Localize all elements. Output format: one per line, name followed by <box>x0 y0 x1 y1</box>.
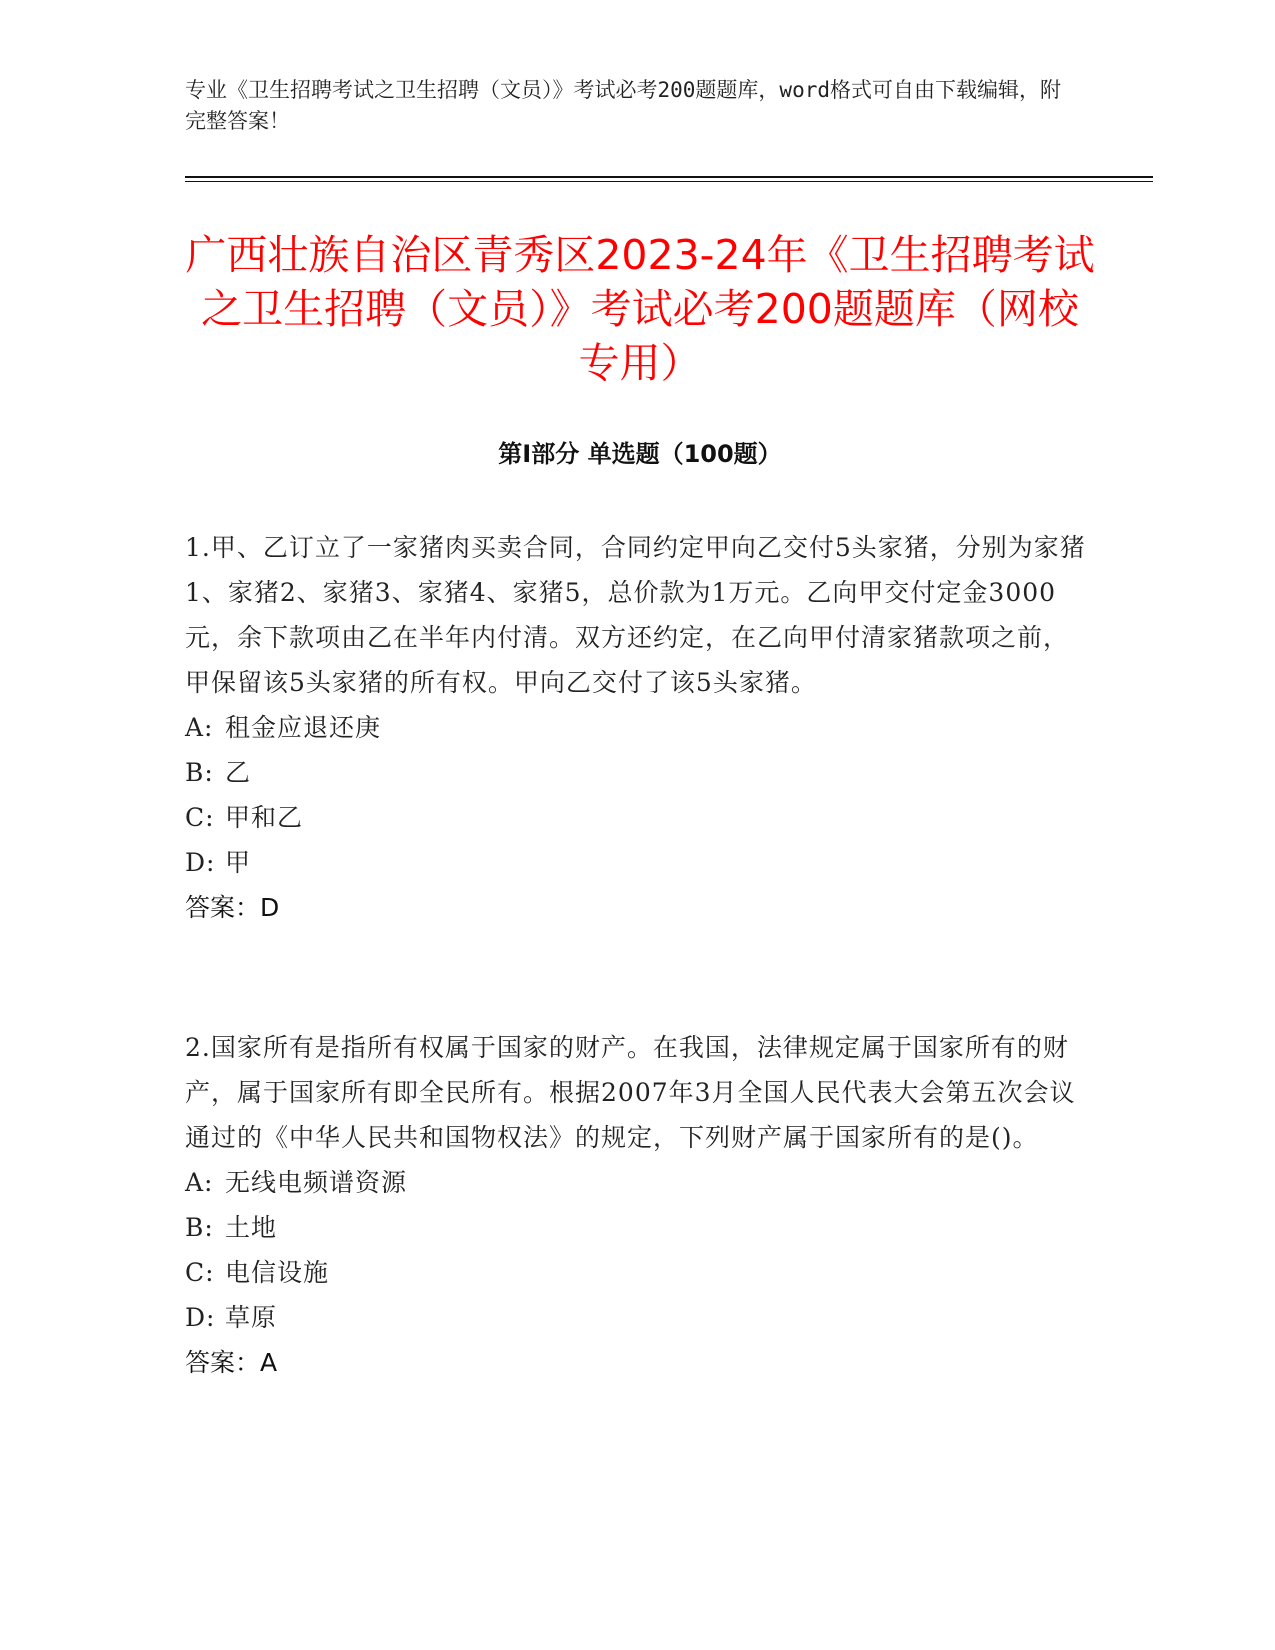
question-stem: 1.甲、乙订立了一家猪肉买卖合同，合同约定甲向乙交付5头家猪，分别为家猪1、家猪2、家猪3、家猪4、家猪5，总价款为1万元。乙向甲交付定金3000元，余下款项由乙在半年内付清。双方还约定，在乙向甲付清家猪款项之前，甲保留该5头家猪的所有权。甲向乙交付了该5头家猪。 <box>185 533 1086 697</box>
option-letter: A: <box>185 1168 214 1197</box>
option-c <box>185 795 1090 840</box>
option-text: 草原 <box>225 1303 278 1332</box>
option-a <box>185 705 1090 750</box>
option-text: 租金应退还庚 <box>225 713 382 742</box>
section-heading: 第I部分 单选题（100题） <box>498 440 782 468</box>
option-d <box>185 840 1090 885</box>
question-item <box>185 1025 1090 1385</box>
option-text: 甲 <box>225 848 252 877</box>
option-letter: D: <box>185 848 216 877</box>
option-text: 电信设施 <box>225 1258 330 1287</box>
option-text: 乙 <box>225 758 252 787</box>
document-title: 广西壮族自治区青秀区2023-24年《卫生招聘考试之卫生招聘（文员）》考试必考200题题库（网校专用） <box>185 231 1095 387</box>
option-c <box>185 1250 1090 1295</box>
option-a <box>185 1160 1090 1205</box>
option-d <box>185 1295 1090 1340</box>
header-divider <box>185 176 1153 182</box>
question-stem: 2.国家所有是指所有权属于国家的财产。在我国，法律规定属于国家所有的财产，属于国家所有即全民所有。根据2007年3月全国人民代表大会第五次会议通过的《中华人民共和国物权法》的规定，下列财产属于国家所有的是()。 <box>185 1033 1076 1152</box>
answer-value: D <box>260 893 280 922</box>
option-b <box>185 750 1090 795</box>
option-text: 无线电频谱资源 <box>225 1168 408 1197</box>
option-letter: D: <box>185 1303 216 1332</box>
answer-value: A <box>260 1348 278 1377</box>
option-letter: C: <box>185 803 215 832</box>
answer-label: 答案： <box>185 893 261 922</box>
option-letter: C: <box>185 1258 215 1287</box>
answer-line <box>185 885 1090 930</box>
option-letter: B: <box>185 1213 214 1242</box>
option-letter: B: <box>185 758 214 787</box>
answer-line <box>185 1340 1090 1385</box>
option-text: 土地 <box>225 1213 278 1242</box>
option-b <box>185 1205 1090 1250</box>
answer-label: 答案： <box>185 1348 261 1377</box>
header-note: 专业《卫生招聘考试之卫生招聘（文员）》考试必考200题题库，word格式可自由下载编辑，附完整答案！ <box>185 78 1061 133</box>
question-item <box>185 525 1090 930</box>
option-letter: A: <box>185 713 214 742</box>
option-text: 甲和乙 <box>225 803 304 832</box>
